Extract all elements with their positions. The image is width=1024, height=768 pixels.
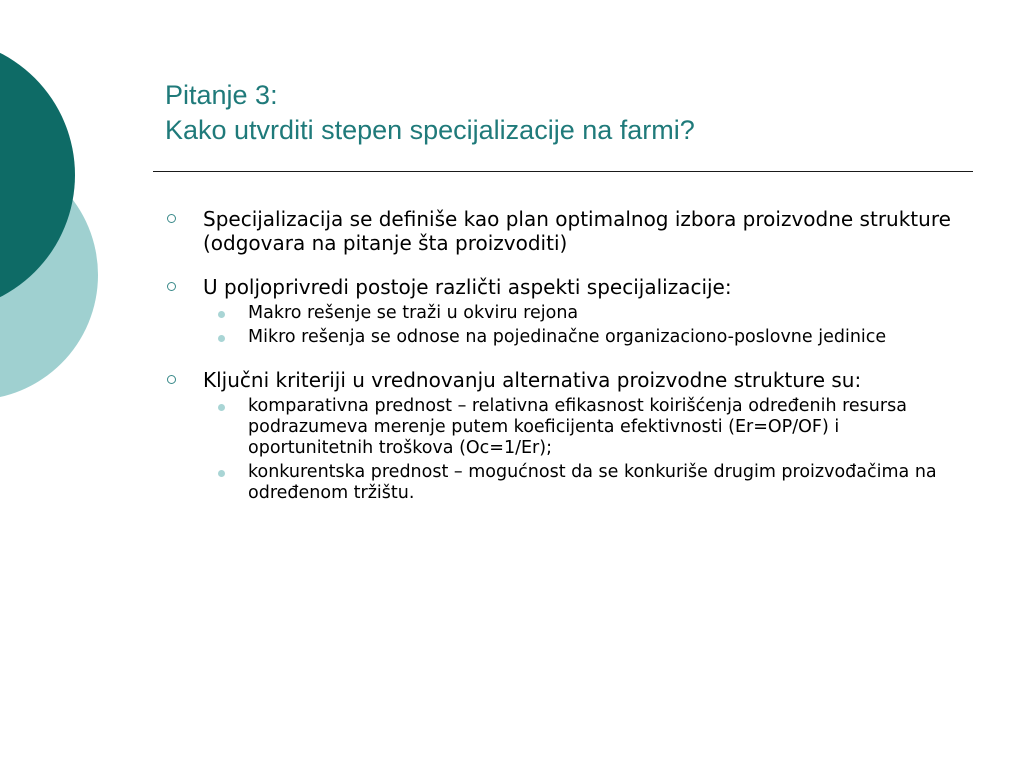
bullet-item <box>165 207 965 255</box>
sub-bullet-item <box>203 396 965 459</box>
sub-bullet-text: Mikro rešenja se odnose na pojedinačne organizaciono-poslovne jedinice <box>248 327 887 347</box>
bullet-list <box>165 207 965 507</box>
ring-bullet-icon <box>167 282 176 291</box>
slide-title <box>165 78 695 148</box>
sub-bullet-text: komparativna prednost – relativna efikasnost koirišćenja određenih resursa podrazumeva merenje putem koeficijenta efektivnosti (Er=OP/OF) i oportunitetnih troškova (Oc=1/Er); <box>248 396 907 458</box>
ring-bullet-icon <box>167 375 176 384</box>
sub-bullet-text: Makro rešenje se traži u okviru rejona <box>248 303 579 323</box>
sub-bullet-item <box>203 327 965 348</box>
dot-bullet-icon <box>218 404 225 411</box>
sub-bullet-text: konkurentska prednost – mogućnost da se konkuriše drugim proizvođačima na određenom tržištu. <box>248 462 937 503</box>
bullet-item <box>165 275 965 348</box>
bullet-text: Ključni kriteriji u vrednovanju alternativa proizvodne strukture su: <box>203 368 862 392</box>
dot-bullet-icon <box>218 470 225 477</box>
bullet-text: Specijalizacija se definiše kao plan optimalnog izbora proizvodne strukture (odgovara na pitanje šta proizvoditi) <box>203 207 951 255</box>
sub-bullet-list <box>203 303 965 348</box>
title-line-2: Kako utvrditi stepen specijalizacije na farmi? <box>165 115 695 145</box>
title-divider <box>153 171 973 172</box>
title-line-1: Pitanje 3: <box>165 80 278 110</box>
sub-bullet-list <box>203 396 965 504</box>
bullet-text: U poljoprivredi postoje različti aspekti specijalizacije: <box>203 275 732 299</box>
ring-bullet-icon <box>167 214 176 223</box>
decorative-circles <box>0 0 110 420</box>
dot-bullet-icon <box>218 335 225 342</box>
bullet-item <box>165 368 965 504</box>
dot-bullet-icon <box>218 311 225 318</box>
sub-bullet-item <box>203 462 965 504</box>
sub-bullet-item <box>203 303 965 324</box>
